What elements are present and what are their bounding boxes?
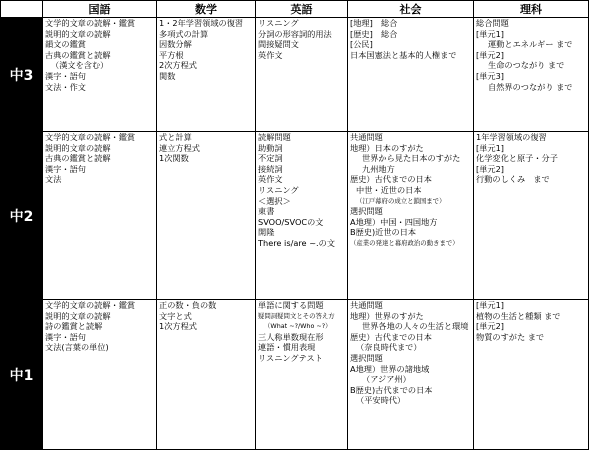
list-item: 開隆	[258, 227, 275, 238]
kokugo-cell	[43, 132, 157, 300]
header-kokugo: 国語	[43, 1, 157, 18]
list-item: 地理）日本のすがた	[350, 142, 424, 153]
list-item: 漢字・語句	[45, 70, 86, 81]
list-item: リスニング	[258, 184, 299, 195]
list-item: 韻文の鑑賞	[45, 39, 86, 50]
list-item: （江戸幕府の成立と鎖国まで）	[356, 196, 446, 205]
list-item: 因数分解	[159, 39, 192, 50]
shakai-cell	[348, 18, 474, 132]
list-item: 単語に関する問題	[258, 300, 324, 310]
list-item: 行動のしくみ まで	[476, 174, 550, 185]
grade-row-2	[1, 132, 589, 300]
grade-row-1	[1, 300, 589, 450]
list-item: B歴史)近世の日本	[350, 227, 417, 238]
list-item: 関数	[159, 70, 176, 81]
list-item: 説明的文章の読解	[45, 142, 111, 153]
list-item: 1・2年学習領域の復習	[159, 18, 244, 28]
list-item: 接続詞	[258, 163, 283, 174]
list-item: [単元1]	[476, 300, 504, 310]
list-item: A地理）中国・四国地方	[350, 216, 438, 227]
list-item: 世界から見た日本のすがた	[362, 153, 461, 164]
list-item: 1年学習領域の復習	[476, 132, 547, 142]
sugaku-cell	[157, 132, 256, 300]
list-item: 日本国憲法と基本的人権まで	[350, 49, 457, 60]
list-item: 文字と式	[159, 310, 192, 321]
header-sugaku: 数学	[157, 1, 256, 18]
list-item: 間接疑問文	[258, 39, 299, 50]
list-item: 選択問題	[350, 352, 383, 363]
list-item: 共通問題	[350, 300, 383, 310]
shakai-cell	[348, 132, 474, 300]
list-item: 歴史）古代までの日本	[350, 174, 432, 185]
list-item: [公民]	[350, 39, 373, 50]
list-item: （平安時代）	[356, 395, 406, 406]
list-item: 運動とエネルギー まで	[488, 39, 573, 50]
sugaku-cell	[157, 18, 256, 132]
list-item: 生命のつながり まで	[488, 60, 565, 71]
list-item: 世界各地の人々の生活と環境	[362, 321, 469, 332]
rika-cell	[474, 132, 589, 300]
list-item: 総合問題	[476, 18, 509, 28]
list-item: 2次方程式	[159, 60, 197, 71]
header-shakai: 社会	[348, 1, 474, 18]
list-item: 1次方程式	[159, 321, 197, 332]
list-item: 不定詞	[258, 153, 283, 164]
kokugo-cell	[43, 18, 157, 132]
list-item: 選択問題	[350, 206, 383, 217]
rika-cell	[474, 18, 589, 132]
list-item: 説明的文章の読解	[45, 310, 111, 321]
list-item: 疑問詞疑問文とその答え方	[258, 311, 335, 320]
list-item: 文学的文章の読解・鑑賞	[45, 132, 136, 142]
header-rika: 理科	[474, 1, 589, 18]
list-item: 英作文	[258, 174, 283, 185]
list-item: 古典の鑑賞と読解	[45, 153, 111, 164]
list-item: 漢字・語句	[45, 163, 86, 174]
list-item: リスニングテスト	[258, 352, 323, 363]
corner-cell	[1, 1, 43, 18]
grade-label: 中2	[1, 132, 43, 300]
list-item: There is/are ~.の文	[258, 237, 336, 248]
list-item: 助動詞	[258, 142, 283, 153]
list-item: 三人称単数現在形	[258, 331, 324, 342]
list-item: 植物の生活と種類 まで	[476, 310, 561, 321]
list-item: 文学的文章の読解・鑑賞	[45, 300, 136, 310]
list-item: 漢字・語句	[45, 331, 86, 342]
list-item: 自然界のつながり まで	[488, 81, 573, 92]
sugaku-cell	[157, 300, 256, 450]
eigo-cell	[256, 18, 348, 132]
list-item: [地理] 総合	[350, 18, 398, 28]
list-item: 中世・近世の日本	[356, 184, 422, 195]
list-item: B歴史)古代までの日本	[350, 384, 433, 395]
list-item: 連立方程式	[159, 142, 200, 153]
list-item: 説明的文章の読解	[45, 28, 111, 39]
list-item: リスニング	[258, 18, 299, 28]
list-item: 文法(言葉の単位)	[45, 342, 109, 353]
grade-label: 中1	[1, 300, 43, 450]
list-item: A地理）世界の諸地域	[350, 363, 430, 374]
grade-row-3	[1, 18, 589, 132]
list-item: 物質のすがた まで	[476, 331, 545, 342]
grade-label: 中3	[1, 18, 43, 132]
list-item: 多項式の計算	[159, 28, 209, 39]
rika-cell	[474, 300, 589, 450]
list-item: 古典の鑑賞と読解	[45, 49, 111, 60]
list-item: （アジア州）	[362, 374, 411, 385]
list-item: [歴史] 総合	[350, 28, 398, 39]
list-item: 歴史）古代までの日本	[350, 331, 432, 342]
list-item: [単元2]	[476, 321, 504, 332]
shakai-cell	[348, 300, 474, 450]
list-item: [単元1]	[476, 142, 504, 153]
list-item: 式と計算	[159, 132, 192, 142]
list-item: 英作文	[258, 49, 283, 60]
list-item: 詩の鑑賞と読解	[45, 321, 103, 332]
eigo-cell	[256, 300, 348, 450]
eigo-cell	[256, 132, 348, 300]
list-item: [単元2]	[476, 163, 504, 174]
list-item: 文学的文章の読解・鑑賞	[45, 18, 136, 28]
list-item: SVOO/SVOCの文	[258, 216, 324, 227]
list-item: （What ~?/Who ~?）	[264, 322, 332, 331]
list-item: 九州地方	[362, 163, 395, 174]
list-item: 連語・慣用表現	[258, 342, 316, 353]
list-item: 平方根	[159, 49, 184, 60]
header-eigo: 英語	[256, 1, 348, 18]
list-item: 正の数・負の数	[159, 300, 217, 310]
list-item: （漢文を含む）	[51, 60, 109, 71]
list-item: 文法・作文	[45, 81, 86, 92]
list-item: [単元1]	[476, 28, 504, 39]
list-item: 1次関数	[159, 153, 189, 164]
list-item: 地理）世界のすがた	[350, 310, 424, 321]
list-item: 分詞の形容詞的用法	[258, 28, 332, 39]
list-item: 共通問題	[350, 132, 383, 142]
list-item: 読解問題	[258, 132, 291, 142]
list-item: 文法	[45, 174, 62, 185]
list-item: 東書	[258, 206, 275, 217]
list-item: ＜選択＞	[258, 195, 291, 206]
list-item: （奈良時代まで）	[356, 342, 422, 353]
header-row	[1, 1, 589, 18]
list-item: [単元3]	[476, 70, 504, 81]
list-item: （産業の発達と幕府政治の動きまで）	[350, 238, 459, 247]
kokugo-cell	[43, 300, 157, 450]
list-item: [単元2]	[476, 49, 504, 60]
list-item: 化学変化と原子・分子	[476, 153, 558, 164]
